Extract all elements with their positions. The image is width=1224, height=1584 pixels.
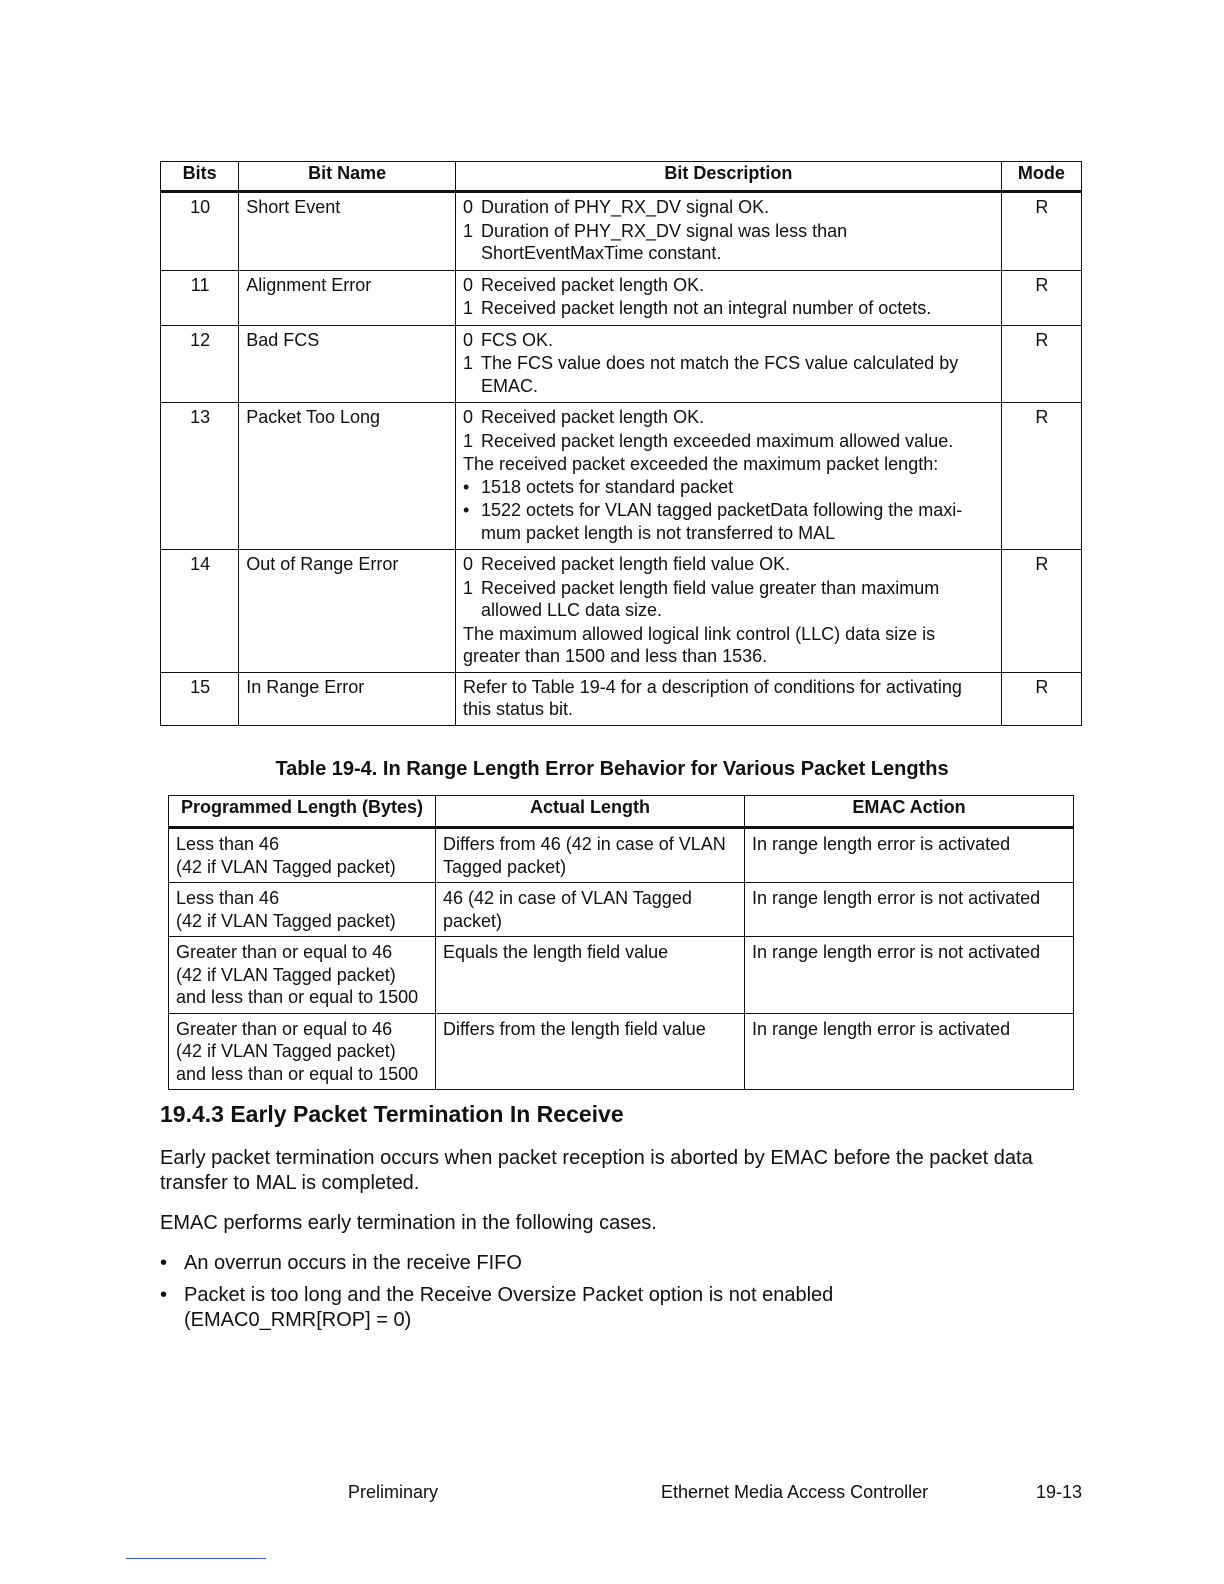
bit-mode: R <box>1001 550 1081 673</box>
emac-action-cell: In range length error is not activated <box>745 937 1074 1014</box>
cell-line: (42 if VLAN Tagged packet) <box>176 964 396 985</box>
col-header-bit-name: Bit Name <box>239 162 456 192</box>
bit-description <box>455 270 1001 325</box>
description-text: 1518 octets for standard packet <box>480 476 734 497</box>
description-marker: 0 <box>462 554 473 574</box>
description-item <box>463 196 995 219</box>
cell-line: Equals the length field value <box>443 942 669 962</box>
description-item <box>463 499 995 544</box>
description-text: The maximum allowed logical link control (LLC) data size is greater than 1500 and less than 1536. <box>462 623 936 666</box>
description-text: Duration of PHY_RX_DV signal was less than ShortEventMaxTime constant. <box>480 220 848 263</box>
description-text: The received packet exceeded the maximum packet length: <box>462 454 939 474</box>
description-text: Received packet length not an integral number of octets. <box>480 298 932 318</box>
bit-description <box>455 325 1001 403</box>
programmed-length-cell <box>169 828 436 883</box>
actual-length-cell <box>436 883 745 937</box>
description-text: 1522 octets for VLAN tagged packetData following the maxi-mum packet length is not transferred to MAL <box>480 500 963 543</box>
description-text: Received packet length OK. <box>480 274 705 295</box>
cell-line: (42 if VLAN Tagged packet) <box>176 1041 396 1061</box>
description-marker: • <box>462 500 470 520</box>
bit-mode: R <box>1001 403 1081 550</box>
description-marker: 0 <box>462 274 473 295</box>
col-header-bits: Bits <box>161 162 239 192</box>
description-item <box>463 553 995 576</box>
description-marker: 1 <box>462 353 473 373</box>
emac-action-cell: In range length error is activated <box>745 1013 1074 1090</box>
bullet-list <box>160 1251 1080 1333</box>
description-marker: 1 <box>462 577 473 598</box>
bit-name: Out of Range Error <box>239 550 456 673</box>
list-item-text: An overrun occurs in the receive FIFO <box>184 1252 522 1274</box>
footer-page-number: 19-13 <box>1036 1482 1083 1502</box>
bit-number: 15 <box>161 672 239 725</box>
range-table-header <box>169 796 1074 828</box>
cell-line: (42 if VLAN Tagged packet) <box>176 910 396 931</box>
programmed-length-cell <box>169 937 436 1014</box>
cell-line: Less than 46 <box>176 888 280 908</box>
description-text: The FCS value does not match the FCS value calculated by EMAC. <box>480 353 959 396</box>
description-marker: 0 <box>462 407 473 427</box>
bit-mode: R <box>1001 192 1081 271</box>
description-item <box>463 329 995 352</box>
table-row <box>169 883 1074 937</box>
description-marker: 1 <box>462 430 473 451</box>
bullet-icon: • <box>160 1284 168 1306</box>
description-item <box>463 274 995 297</box>
footer-center: Ethernet Media Access Controller <box>661 1482 929 1502</box>
bit-description <box>455 672 1001 725</box>
cell-line: packet) <box>443 910 503 931</box>
description-marker: 1 <box>462 298 473 318</box>
table-row <box>169 828 1074 883</box>
description-item <box>463 352 995 397</box>
description-item <box>463 297 995 320</box>
emac-action-cell: In range length error is activated <box>745 828 1074 883</box>
list-item-text: Packet is too long and the Receive Oversize Packet option is not enabled (EMAC0_RMR[ROP] = 0) <box>184 1284 834 1331</box>
bit-name: Short Event <box>239 192 456 271</box>
bit-number: 10 <box>161 192 239 271</box>
description-text: Duration of PHY_RX_DV signal OK. <box>480 197 770 217</box>
bit-name: Packet Too Long <box>239 403 456 550</box>
range-table-body <box>169 828 1074 1090</box>
cell-line: and less than or equal to 1500 <box>176 1063 419 1084</box>
bit-mode: R <box>1001 325 1081 403</box>
bit-number: 12 <box>161 325 239 403</box>
description-text: Received packet length field value OK. <box>480 554 791 574</box>
col-header-mode: Mode <box>1001 162 1081 192</box>
col-header-bit-description: Bit Description <box>455 162 1001 192</box>
actual-length-cell <box>436 937 745 1014</box>
bit-number: 11 <box>161 270 239 325</box>
cell-line: Greater than or equal to 46 <box>176 1018 393 1039</box>
table-row <box>161 192 1082 271</box>
description-text: Received packet length field value greater than maximum allowed LLC data size. <box>480 577 940 620</box>
col-header-actual-length: Actual Length <box>436 796 745 828</box>
bit-description <box>455 550 1001 673</box>
table-row <box>161 403 1082 550</box>
bit-number: 14 <box>161 550 239 673</box>
cell-line: Differs from 46 (42 in case of VLAN <box>443 834 726 854</box>
bit-name: Alignment Error <box>239 270 456 325</box>
cell-line: (42 if VLAN Tagged packet) <box>176 856 396 877</box>
bits-table-body <box>161 192 1082 726</box>
description-item <box>463 220 995 265</box>
paragraph: Early packet termination occurs when packet reception is aborted by EMAC before the packet data transfer to MAL is completed. <box>160 1147 1033 1194</box>
description-item <box>463 577 995 622</box>
table-row <box>161 270 1082 325</box>
bits-table-header <box>161 162 1082 192</box>
bits-table <box>160 161 1082 726</box>
divider <box>126 1558 266 1559</box>
cell-line: Greater than or equal to 46 <box>176 942 393 962</box>
bullet-icon: • <box>160 1252 168 1274</box>
bit-description <box>455 403 1001 550</box>
cell-line: 46 (42 in case of VLAN Tagged <box>443 888 692 908</box>
description-text: Refer to Table 19-4 for a description of conditions for activating this status bit. <box>462 676 962 719</box>
description-text: Received packet length exceeded maximum allowed value. <box>480 430 954 451</box>
bit-number: 13 <box>161 403 239 550</box>
emac-action-cell: In range length error is not activated <box>745 883 1074 937</box>
description-marker: • <box>462 476 470 497</box>
description-item <box>463 476 995 499</box>
table-row <box>161 550 1082 673</box>
bit-name: In Range Error <box>239 672 456 725</box>
cell-line: Tagged packet) <box>443 856 567 877</box>
bit-mode: R <box>1001 672 1081 725</box>
table-caption: Table 19-4. In Range Length Error Behavior for Various Packet Lengths <box>275 758 949 780</box>
cell-line: Less than 46 <box>176 834 280 854</box>
list-item <box>160 1251 1080 1276</box>
section-heading: 19.4.3 Early Packet Termination In Receive <box>160 1101 624 1127</box>
range-table <box>168 795 1074 1090</box>
description-marker: 1 <box>462 220 473 241</box>
table-row <box>161 672 1082 725</box>
description-text: FCS OK. <box>480 329 553 350</box>
cell-line: Differs from the length field value <box>443 1018 706 1039</box>
col-header-emac-action: EMAC Action <box>745 796 1074 828</box>
table-row <box>161 325 1082 403</box>
cell-line: and less than or equal to 1500 <box>176 987 419 1007</box>
col-header-programmed-length: Programmed Length (Bytes) <box>169 796 436 828</box>
description-marker: 0 <box>462 197 473 217</box>
bit-mode: R <box>1001 270 1081 325</box>
list-item <box>160 1283 840 1333</box>
description-text: Received packet length OK. <box>480 407 705 427</box>
footer-left: Preliminary <box>348 1482 439 1502</box>
description-marker: 0 <box>462 329 473 350</box>
programmed-length-cell <box>169 883 436 937</box>
actual-length-cell <box>436 1013 745 1090</box>
programmed-length-cell <box>169 1013 436 1090</box>
description-item <box>463 406 995 429</box>
bit-description <box>455 192 1001 271</box>
table-row <box>169 1013 1074 1090</box>
actual-length-cell <box>436 828 745 883</box>
bit-name: Bad FCS <box>239 325 456 403</box>
table-row <box>169 937 1074 1014</box>
description-item <box>463 430 995 453</box>
paragraph: EMAC performs early termination in the following cases. <box>160 1212 657 1234</box>
